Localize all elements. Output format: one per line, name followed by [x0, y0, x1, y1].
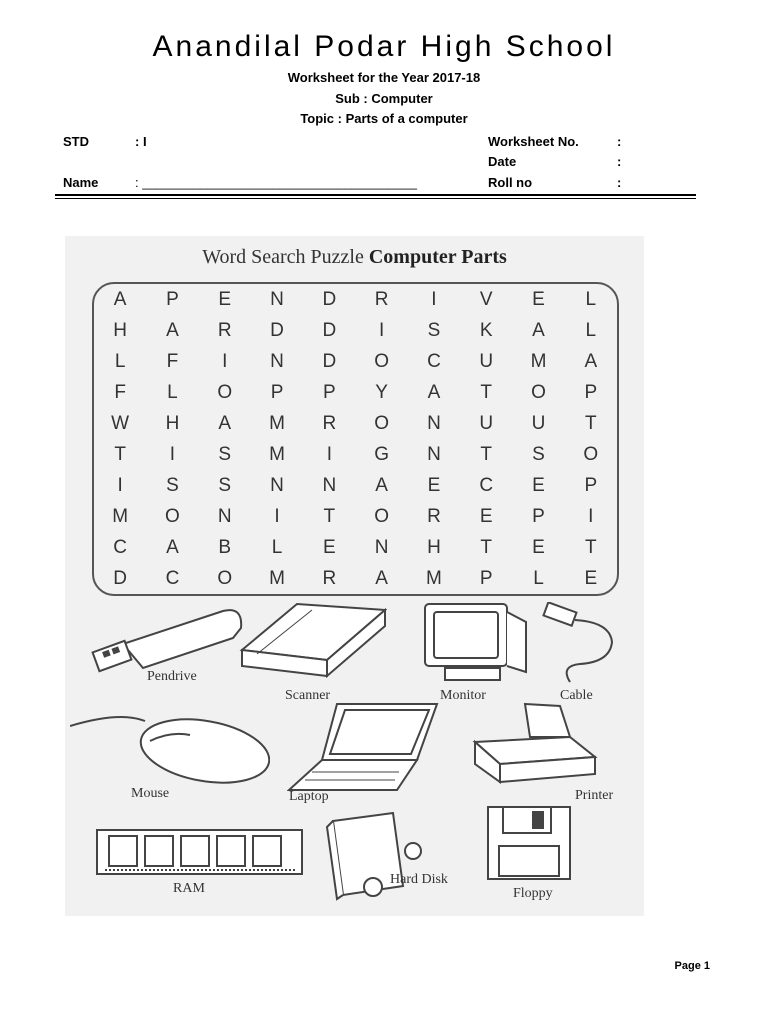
- std-value: : I: [135, 134, 147, 149]
- grid-letter: P: [532, 505, 545, 527]
- monitor-icon: [420, 602, 530, 692]
- grid-letter: T: [480, 381, 493, 403]
- grid-letter: H: [427, 536, 441, 558]
- grid-letter: H: [113, 319, 128, 341]
- grid-letter: T: [323, 505, 336, 527]
- name-label: Name: [63, 175, 99, 190]
- std-label: STD: [63, 134, 89, 149]
- roll-no-label: Roll no: [488, 175, 533, 190]
- grid-letter: I: [326, 443, 332, 465]
- school-title: Anandilal Podar High School: [152, 30, 616, 63]
- grid-letter: T: [585, 412, 597, 434]
- grid-row: [94, 470, 617, 501]
- date-label: Date: [488, 154, 517, 169]
- printer-icon: [470, 702, 600, 792]
- word-search-panel: [65, 236, 644, 916]
- grid-row: [94, 284, 617, 315]
- grid-letter: E: [218, 288, 232, 310]
- grid-letter: P: [322, 381, 336, 403]
- grid-letter: I: [274, 505, 280, 527]
- grid-letter: L: [114, 350, 126, 372]
- grid-letter: L: [167, 381, 178, 403]
- grid-letter: I: [431, 288, 437, 310]
- grid-letter: I: [117, 474, 123, 496]
- label-cable: Cable: [560, 688, 593, 703]
- grid-letter: M: [530, 350, 547, 372]
- grid-letter: P: [584, 474, 598, 496]
- worksheet-no-colon: :: [617, 134, 622, 149]
- header-rule-top: [55, 194, 696, 196]
- label-pendrive: Pendrive: [147, 669, 197, 684]
- grid-letter: M: [269, 443, 285, 465]
- grid-letter: M: [269, 567, 285, 589]
- puzzle-title-plain: Word Search Puzzle: [202, 246, 369, 268]
- grid-letter: T: [480, 443, 493, 465]
- grid-letter: N: [270, 350, 284, 372]
- laptop-icon: [287, 702, 447, 792]
- grid-letter: N: [217, 505, 232, 527]
- grid-letter: R: [322, 567, 337, 589]
- grid-letter: E: [532, 536, 545, 558]
- cable-icon: [540, 602, 640, 692]
- grid-letter: H: [165, 412, 180, 434]
- grid-letter: P: [479, 567, 493, 589]
- grid-letter: O: [583, 443, 599, 465]
- grid-letter: D: [270, 319, 284, 341]
- grid-row: [94, 408, 617, 439]
- grid-letter: D: [322, 319, 337, 341]
- grid-letter: B: [218, 536, 232, 558]
- grid-letter: A: [375, 474, 388, 496]
- grid-row: [94, 439, 617, 470]
- label-laptop: Laptop: [289, 789, 329, 804]
- grid-letter: A: [166, 536, 179, 558]
- grid-letter: M: [269, 412, 285, 434]
- grid-letter: A: [113, 288, 127, 310]
- header-rule-bottom: [55, 198, 696, 199]
- grid-letter: F: [166, 350, 179, 372]
- grid-letter: N: [322, 474, 337, 496]
- puzzle-title: [65, 246, 644, 269]
- grid-letter: E: [532, 288, 545, 310]
- grid-letter: A: [532, 319, 545, 341]
- grid-letter: G: [374, 443, 390, 465]
- grid-letter: F: [114, 381, 126, 403]
- grid-letter: I: [169, 443, 176, 465]
- grid-row: [94, 563, 617, 594]
- grid-letter: L: [271, 536, 283, 558]
- grid-letter: R: [374, 288, 389, 310]
- grid-letter: O: [217, 381, 233, 403]
- grid-letter: A: [427, 381, 441, 403]
- grid-letter: A: [375, 567, 388, 589]
- label-mouse: Mouse: [131, 786, 170, 801]
- grid-letter: N: [270, 288, 284, 310]
- grid-letter: V: [479, 288, 493, 310]
- puzzle-title-bold: Computer Parts: [368, 246, 507, 268]
- grid-letter: T: [480, 536, 493, 558]
- grid-row: [94, 346, 617, 377]
- grid-letter: O: [531, 381, 546, 403]
- grid-letter: L: [585, 319, 597, 341]
- label-ram: RAM: [173, 881, 205, 896]
- grid-letter: D: [322, 350, 337, 372]
- grid-letter: P: [166, 288, 179, 310]
- grid-letter: A: [584, 350, 598, 372]
- grid-letter: S: [427, 319, 441, 341]
- grid-letter: R: [322, 412, 337, 434]
- mouse-icon: [70, 711, 270, 791]
- grid-letter: S: [532, 443, 545, 465]
- topic: Topic : Parts of a computer: [300, 111, 468, 126]
- page-number: Page 1: [674, 960, 710, 972]
- grid-letter: I: [378, 319, 385, 341]
- grid-letter: D: [322, 288, 337, 310]
- label-floppy: Floppy: [513, 886, 553, 901]
- grid-letter: R: [217, 319, 232, 341]
- grid-letter: E: [584, 567, 598, 589]
- grid-letter: P: [584, 381, 598, 403]
- subject: Sub : Computer: [335, 91, 433, 106]
- grid-letter: P: [270, 381, 284, 403]
- grid-letter: M: [112, 505, 129, 527]
- grid-letter: E: [427, 474, 441, 496]
- name-field: : ______________________________________: [135, 175, 417, 190]
- grid-letter: U: [479, 350, 494, 372]
- grid-letter: L: [533, 567, 544, 589]
- grid-letter: C: [113, 536, 128, 558]
- grid-letter: O: [374, 350, 390, 372]
- label-printer: Printer: [575, 788, 614, 803]
- grid-letter: M: [426, 567, 442, 589]
- grid-letter: Y: [375, 381, 388, 403]
- label-hard-disk: Hard Disk: [390, 872, 448, 887]
- grid-letter: U: [531, 412, 546, 434]
- grid-row: [94, 315, 617, 346]
- grid-letter: L: [585, 288, 597, 310]
- roll-no-colon: :: [617, 175, 622, 190]
- grid-letter: N: [427, 443, 441, 465]
- ram-icon: [95, 828, 305, 880]
- grid-letter: O: [374, 505, 390, 527]
- grid-letter: T: [585, 536, 597, 558]
- grid-letter: I: [222, 350, 228, 372]
- grid-row: [94, 377, 617, 408]
- grid-letter: E: [479, 505, 493, 527]
- label-scanner: Scanner: [285, 688, 331, 703]
- letter-grid: [92, 282, 619, 596]
- grid-letter: D: [113, 567, 128, 589]
- grid-letter: S: [218, 474, 232, 496]
- grid-letter: U: [479, 412, 494, 434]
- grid-letter: N: [270, 474, 284, 496]
- label-monitor: Monitor: [440, 688, 486, 703]
- grid-letter: S: [218, 443, 232, 465]
- grid-letter: O: [165, 505, 180, 527]
- grid-letter: O: [374, 412, 390, 434]
- grid-letter: N: [374, 536, 389, 558]
- grid-letter: W: [111, 412, 130, 434]
- grid-letter: N: [427, 412, 441, 434]
- scanner-icon: [237, 602, 387, 682]
- grid-letter: R: [427, 505, 441, 527]
- worksheet-year: Worksheet for the Year 2017-18: [287, 70, 481, 85]
- grid-row: [94, 532, 617, 563]
- grid-letter: C: [479, 474, 494, 496]
- grid-row: [94, 501, 617, 532]
- grid-letter: A: [166, 319, 179, 341]
- grid-letter: O: [217, 567, 233, 589]
- grid-letter: I: [588, 505, 594, 527]
- grid-letter: E: [532, 474, 545, 496]
- grid-letter: T: [114, 443, 126, 465]
- floppy-icon: [485, 804, 575, 884]
- worksheet-no-label: Worksheet No.: [488, 134, 579, 149]
- grid-letter: A: [218, 412, 232, 434]
- grid-letter: S: [166, 474, 179, 496]
- grid-letter: C: [427, 350, 441, 372]
- date-colon: :: [617, 154, 622, 169]
- grid-letter: E: [322, 536, 336, 558]
- grid-letter: K: [479, 319, 493, 341]
- grid-letter: C: [165, 567, 180, 589]
